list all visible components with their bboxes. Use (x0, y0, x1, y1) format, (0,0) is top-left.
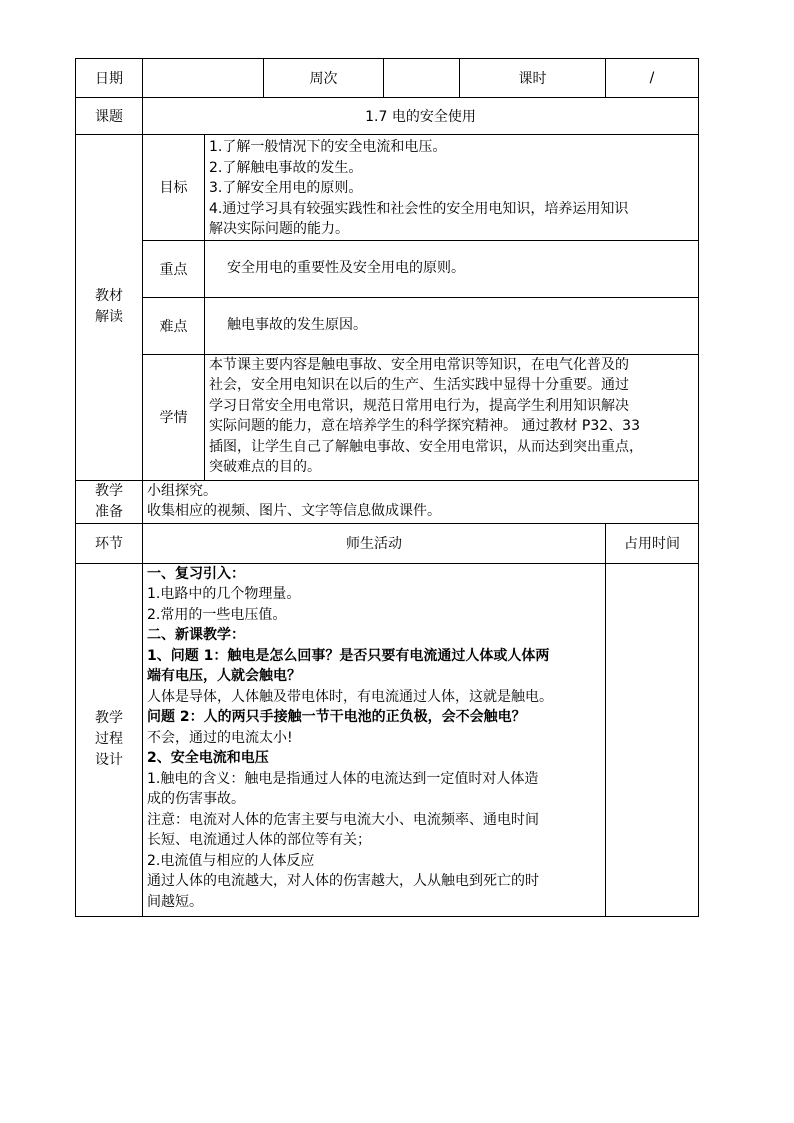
prep-label-line1: 教学 (95, 482, 123, 499)
process-time (606, 563, 699, 916)
process-line: 2.电流值与相应的人体反应 (147, 852, 315, 869)
process-line: 成的伤害事故。 (147, 791, 245, 807)
process-line: 1、问题 1：触电是怎么回事？是否只要有电流通过人体或人体两 (147, 647, 550, 664)
situation-line: 插图，让学生自己了解触电事故、安全用电常识，从而达到突出重点， (209, 438, 643, 455)
situation-line: 本节课主要内容是触电事故、安全用电常识等知识，在电气化普及的 (209, 356, 629, 373)
process-label-line3: 设计 (95, 752, 123, 768)
prep-text (143, 480, 699, 523)
period-label: 课时 (460, 59, 606, 98)
process-line: 通过人体的电流越大，对人体的伤害越大，人从触电到死亡的时 (147, 873, 539, 889)
process-row (76, 563, 699, 916)
topic-value: 1.7 电的安全使用 (143, 98, 699, 135)
goal-line: 3.了解安全用电的原则。 (209, 180, 363, 196)
prep-line: 收集相应的视频、图片、文字等信息做成课件。 (147, 503, 441, 519)
period-value: / (606, 59, 699, 98)
process-line: 1.触电的含义：触电是指通过人体的电流达到一定值时对人体造 (147, 770, 539, 787)
process-line: 问题 2：人的两只手接触一节干电池的正负极，会不会触电？ (147, 709, 526, 725)
prep-row (76, 480, 699, 523)
week-label: 周次 (264, 59, 384, 98)
situation-line: 实际问题的能力，意在培养学生的科学探究精神。 通过教材 P32、33 (209, 418, 640, 434)
situation-label: 学情 (143, 354, 205, 480)
header-row (76, 59, 699, 98)
process-line: 间越短。 (147, 893, 203, 910)
difficulty-text: 触电事故的发生原因。 (205, 297, 699, 354)
key-label: 重点 (143, 240, 205, 297)
process-label-line1: 教学 (95, 710, 123, 726)
goal-label: 目标 (143, 135, 205, 241)
goals-row (76, 135, 699, 241)
week-value (384, 59, 460, 98)
key-text: 安全用电的重要性及安全用电的原则。 (205, 240, 699, 297)
goals-text (205, 135, 699, 241)
process-line: 2.常用的一些电压值。 (147, 606, 287, 623)
date-value (143, 59, 264, 98)
process-line: 端有电压，人就会触电？ (147, 668, 301, 684)
goal-line: 解决实际问题的能力。 (209, 221, 349, 237)
topic-label: 课题 (76, 98, 143, 135)
time-header: 占用时间 (606, 523, 699, 563)
topic-row (76, 98, 699, 135)
situation-row (76, 354, 699, 480)
process-line: 二、新课教学： (147, 627, 245, 643)
textbook-label (76, 135, 143, 481)
textbook-label-line2: 解读 (95, 309, 123, 326)
situation-text (205, 354, 699, 480)
process-line: 长短、电流通过人体的部位等有关； (147, 832, 371, 848)
stage-header: 环节 (76, 523, 143, 563)
process-line: 2、安全电流和电压 (147, 750, 269, 766)
process-line: 人体是导体，人体触及带电体时，有电流通过人体，这就是触电。 (147, 688, 553, 705)
process-line: 不会，通过的电流太小! (147, 729, 293, 746)
goal-line: 1.了解一般情况下的安全电流和电压。 (209, 139, 447, 155)
situation-line: 社会，安全用电知识在以后的生产、生活实践中显得十分重要。通过 (209, 377, 629, 393)
process-line: 一、复习引入： (147, 565, 245, 582)
column-header-row (76, 523, 699, 563)
situation-line: 突破难点的目的。 (209, 459, 321, 475)
process-text (143, 563, 606, 916)
difficulty-label: 难点 (143, 297, 205, 354)
prep-line: 小组探究。 (147, 482, 217, 499)
prep-label (76, 480, 143, 523)
situation-line: 学习日常安全用电常识，规范日常用电行为，提高学生利用知识解决 (209, 397, 629, 414)
date-label: 日期 (76, 59, 143, 98)
difficulty-row (76, 297, 699, 354)
activity-header: 师生活动 (143, 523, 606, 563)
lesson-plan-table (75, 58, 699, 917)
process-label (76, 563, 143, 916)
textbook-label-line1: 教材 (95, 288, 123, 305)
process-line: 1.电路中的几个物理量。 (147, 586, 301, 602)
goal-line: 4.通过学习具有较强实践性和社会性的安全用电知识，培养运用知识 (209, 200, 629, 217)
process-line: 注意：电流对人体的危害主要与电流大小、电流频率、通电时间 (147, 811, 539, 828)
key-row (76, 240, 699, 297)
prep-label-line2: 准备 (95, 503, 123, 520)
goal-line: 2.了解触电事故的发生。 (209, 159, 363, 176)
process-label-line2: 过程 (95, 731, 123, 747)
